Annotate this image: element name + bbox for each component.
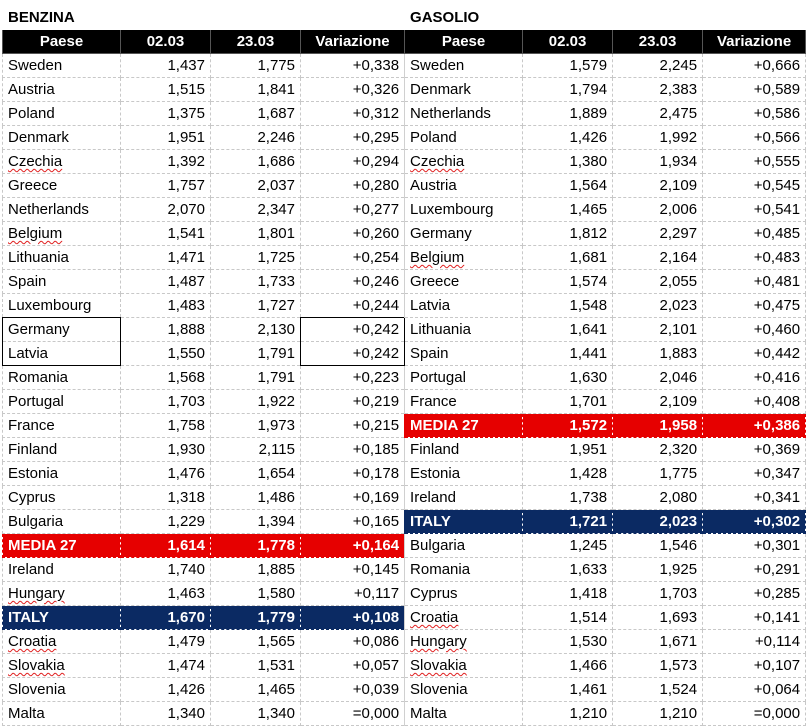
- benzina-price-2303-cell: 1,791: [211, 366, 301, 390]
- benzina-variation-cell: +0,219: [301, 390, 405, 414]
- gasolio-country-cell: Greece: [405, 270, 523, 294]
- benzina-variation-cell: +0,117: [301, 582, 405, 606]
- gasolio-price-0203-cell: 1,641: [523, 318, 613, 342]
- benzina-price-0203-cell: 1,474: [121, 654, 211, 678]
- gasolio-variation-cell: +0,347: [703, 462, 806, 486]
- benzina-country-cell: Estonia: [3, 462, 121, 486]
- benzina-price-0203-cell: 1,318: [121, 486, 211, 510]
- gasolio-variation-cell: +0,369: [703, 438, 806, 462]
- benzina-variation-cell: +0,164: [301, 534, 405, 558]
- gasolio-variation-cell: +0,666: [703, 54, 806, 78]
- benzina-price-0203-cell: 1,550: [121, 342, 211, 366]
- benzina-country-cell: [3, 654, 121, 678]
- table-row: [3, 270, 806, 294]
- benzina-price-2303-cell: 1,733: [211, 270, 301, 294]
- benzina-variation-cell: +0,165: [301, 510, 405, 534]
- benzina-price-0203-cell: 1,930: [121, 438, 211, 462]
- gasolio-variation-cell: +0,460: [703, 318, 806, 342]
- benzina-variation-cell: +0,057: [301, 654, 405, 678]
- country-name: Slovakia: [410, 657, 467, 674]
- benzina-price-0203-cell: 1,340: [121, 702, 211, 726]
- gasolio-price-0203-cell: 1,889: [523, 102, 613, 126]
- benzina-country-cell: Romania: [3, 366, 121, 390]
- gasolio-country-cell: Finland: [405, 438, 523, 462]
- gasolio-price-0203-cell: 1,701: [523, 390, 613, 414]
- country-name: Czechia: [8, 153, 63, 170]
- header-variazione: Variazione: [703, 30, 806, 54]
- gasolio-price-2303-cell: 2,297: [613, 222, 703, 246]
- gasolio-price-0203-cell: 1,380: [523, 150, 613, 174]
- gasolio-price-0203-cell: 1,465: [523, 198, 613, 222]
- gasolio-country-cell: Austria: [405, 174, 523, 198]
- gasolio-price-0203-cell: 1,514: [523, 606, 613, 630]
- benzina-price-0203-cell: 1,614: [121, 534, 211, 558]
- gasolio-country-cell: Germany: [405, 222, 523, 246]
- benzina-price-0203-cell: 1,515: [121, 78, 211, 102]
- gasolio-country-cell: [405, 654, 523, 678]
- gasolio-price-0203-cell: 1,441: [523, 342, 613, 366]
- benzina-price-2303-cell: 1,531: [211, 654, 301, 678]
- gasolio-variation-cell: +0,416: [703, 366, 806, 390]
- gasolio-variation-cell: +0,064: [703, 678, 806, 702]
- benzina-variation-cell: +0,294: [301, 150, 405, 174]
- gasolio-price-2303-cell: 2,164: [613, 246, 703, 270]
- benzina-country-cell: France: [3, 414, 121, 438]
- header-date-1: 02.03: [523, 30, 613, 54]
- gasolio-price-0203-cell: 1,426: [523, 126, 613, 150]
- gasolio-price-0203-cell: 1,681: [523, 246, 613, 270]
- table-row: [3, 102, 806, 126]
- benzina-country-cell: Netherlands: [3, 198, 121, 222]
- benzina-price-0203-cell: 1,476: [121, 462, 211, 486]
- benzina-price-0203-cell: 1,670: [121, 606, 211, 630]
- gasolio-country-cell: Spain: [405, 342, 523, 366]
- gasolio-price-0203-cell: 1,812: [523, 222, 613, 246]
- gasolio-price-2303-cell: 1,573: [613, 654, 703, 678]
- gasolio-price-0203-cell: 1,738: [523, 486, 613, 510]
- benzina-variation-cell: +0,254: [301, 246, 405, 270]
- gasolio-country-cell: Sweden: [405, 54, 523, 78]
- gasolio-variation-cell: +0,114: [703, 630, 806, 654]
- benzina-price-2303-cell: 1,725: [211, 246, 301, 270]
- gasolio-price-0203-cell: 1,548: [523, 294, 613, 318]
- benzina-price-2303-cell: 1,775: [211, 54, 301, 78]
- gasolio-price-2303-cell: 1,210: [613, 702, 703, 726]
- benzina-country-cell: MEDIA 27: [3, 534, 121, 558]
- table-row: [3, 534, 806, 558]
- gasolio-price-0203-cell: 1,572: [523, 414, 613, 438]
- gasolio-price-2303-cell: 1,992: [613, 126, 703, 150]
- benzina-country-cell: Bulgaria: [3, 510, 121, 534]
- country-name: Belgium: [8, 225, 63, 242]
- country-name: Croatia: [410, 609, 459, 626]
- header-variazione: Variazione: [301, 30, 405, 54]
- gasolio-country-cell: Ireland: [405, 486, 523, 510]
- table-row: [3, 462, 806, 486]
- table-row: [3, 678, 806, 702]
- gasolio-price-2303-cell: 1,546: [613, 534, 703, 558]
- table-row: [3, 366, 806, 390]
- gasolio-country-cell: ITALY: [405, 510, 523, 534]
- gasolio-country-cell: Lithuania: [405, 318, 523, 342]
- gasolio-variation-cell: +0,442: [703, 342, 806, 366]
- table-row: [3, 222, 806, 246]
- benzina-price-0203-cell: 1,568: [121, 366, 211, 390]
- benzina-variation-cell: +0,295: [301, 126, 405, 150]
- gasolio-price-0203-cell: 1,245: [523, 534, 613, 558]
- benzina-price-0203-cell: 1,479: [121, 630, 211, 654]
- header-paese: Paese: [405, 30, 523, 54]
- table-row: [3, 486, 806, 510]
- benzina-country-cell: Luxembourg: [3, 294, 121, 318]
- gasolio-price-0203-cell: 1,466: [523, 654, 613, 678]
- gasolio-price-2303-cell: 2,383: [613, 78, 703, 102]
- table-row: [3, 342, 806, 366]
- benzina-price-2303-cell: 1,922: [211, 390, 301, 414]
- gasolio-price-2303-cell: 2,101: [613, 318, 703, 342]
- gasolio-price-2303-cell: 1,693: [613, 606, 703, 630]
- gasolio-variation-cell: +0,386: [703, 414, 806, 438]
- gasolio-price-2303-cell: 2,046: [613, 366, 703, 390]
- benzina-price-0203-cell: 1,951: [121, 126, 211, 150]
- table-row: [3, 438, 806, 462]
- table-row: [3, 582, 806, 606]
- gasolio-variation-cell: +0,586: [703, 102, 806, 126]
- gasolio-price-2303-cell: 2,109: [613, 390, 703, 414]
- gasolio-variation-cell: +0,291: [703, 558, 806, 582]
- gasolio-variation-cell: +0,481: [703, 270, 806, 294]
- gasolio-price-0203-cell: 1,564: [523, 174, 613, 198]
- gasolio-variation-cell: +0,408: [703, 390, 806, 414]
- gasolio-variation-cell: +0,285: [703, 582, 806, 606]
- benzina-price-0203-cell: 1,375: [121, 102, 211, 126]
- benzina-price-2303-cell: 1,687: [211, 102, 301, 126]
- benzina-variation-cell: +0,086: [301, 630, 405, 654]
- gasolio-price-2303-cell: 2,055: [613, 270, 703, 294]
- benzina-variation-cell: +0,280: [301, 174, 405, 198]
- benzina-price-0203-cell: 1,437: [121, 54, 211, 78]
- benzina-country-cell: Denmark: [3, 126, 121, 150]
- header-date-2: 23.03: [211, 30, 301, 54]
- gasolio-price-2303-cell: 2,080: [613, 486, 703, 510]
- gasolio-price-2303-cell: 1,524: [613, 678, 703, 702]
- benzina-price-2303-cell: 1,340: [211, 702, 301, 726]
- benzina-price-2303-cell: 1,973: [211, 414, 301, 438]
- section-title-row: [3, 6, 806, 30]
- benzina-country-cell: Malta: [3, 702, 121, 726]
- header-paese: Paese: [3, 30, 121, 54]
- table-row: [3, 318, 806, 342]
- gasolio-country-cell: Slovenia: [405, 678, 523, 702]
- benzina-price-2303-cell: 1,885: [211, 558, 301, 582]
- table-row: [3, 78, 806, 102]
- benzina-price-0203-cell: 1,703: [121, 390, 211, 414]
- gasolio-country-cell: [405, 246, 523, 270]
- benzina-price-0203-cell: 1,888: [121, 318, 211, 342]
- benzina-price-0203-cell: 1,740: [121, 558, 211, 582]
- gasolio-country-cell: Luxembourg: [405, 198, 523, 222]
- header-row: [3, 30, 806, 54]
- benzina-price-2303-cell: 1,779: [211, 606, 301, 630]
- benzina-country-cell: [3, 582, 121, 606]
- table-row: [3, 294, 806, 318]
- gasolio-country-cell: Romania: [405, 558, 523, 582]
- gasolio-price-2303-cell: 2,023: [613, 510, 703, 534]
- gasolio-variation-cell: +0,541: [703, 198, 806, 222]
- benzina-country-cell: Spain: [3, 270, 121, 294]
- gasolio-country-cell: Cyprus: [405, 582, 523, 606]
- gasolio-price-0203-cell: 1,428: [523, 462, 613, 486]
- country-name: Belgium: [410, 249, 465, 266]
- gasolio-price-0203-cell: 1,530: [523, 630, 613, 654]
- benzina-variation-cell: +0,242: [301, 342, 405, 366]
- gasolio-country-cell: [405, 606, 523, 630]
- gasolio-price-0203-cell: 1,210: [523, 702, 613, 726]
- benzina-country-cell: Finland: [3, 438, 121, 462]
- benzina-variation-cell: +0,246: [301, 270, 405, 294]
- gasolio-price-2303-cell: 1,925: [613, 558, 703, 582]
- gasolio-price-0203-cell: 1,418: [523, 582, 613, 606]
- gasolio-country-cell: Netherlands: [405, 102, 523, 126]
- gasolio-price-2303-cell: 1,671: [613, 630, 703, 654]
- benzina-variation-cell: +0,223: [301, 366, 405, 390]
- benzina-price-2303-cell: 2,115: [211, 438, 301, 462]
- benzina-price-0203-cell: 2,070: [121, 198, 211, 222]
- gasolio-price-0203-cell: 1,630: [523, 366, 613, 390]
- benzina-variation-cell: +0,039: [301, 678, 405, 702]
- table-row: [3, 654, 806, 678]
- benzina-price-0203-cell: 1,757: [121, 174, 211, 198]
- benzina-variation-cell: +0,260: [301, 222, 405, 246]
- gasolio-price-2303-cell: 2,006: [613, 198, 703, 222]
- gasolio-price-2303-cell: 1,934: [613, 150, 703, 174]
- table-row: [3, 246, 806, 270]
- benzina-title: BENZINA: [3, 6, 405, 30]
- benzina-price-0203-cell: 1,229: [121, 510, 211, 534]
- benzina-country-cell: Slovenia: [3, 678, 121, 702]
- gasolio-price-0203-cell: 1,794: [523, 78, 613, 102]
- gasolio-variation-cell: +0,589: [703, 78, 806, 102]
- country-name: Croatia: [8, 633, 57, 650]
- benzina-price-2303-cell: 2,130: [211, 318, 301, 342]
- country-name: Hungary: [8, 585, 65, 602]
- benzina-price-2303-cell: 1,580: [211, 582, 301, 606]
- benzina-price-2303-cell: 1,727: [211, 294, 301, 318]
- gasolio-country-cell: [405, 630, 523, 654]
- gasolio-price-2303-cell: 1,883: [613, 342, 703, 366]
- benzina-price-0203-cell: 1,487: [121, 270, 211, 294]
- gasolio-price-0203-cell: 1,633: [523, 558, 613, 582]
- gasolio-price-2303-cell: 2,320: [613, 438, 703, 462]
- gasolio-country-cell: MEDIA 27: [405, 414, 523, 438]
- country-name: Czechia: [410, 153, 465, 170]
- benzina-country-cell: Ireland: [3, 558, 121, 582]
- gasolio-country-cell: Malta: [405, 702, 523, 726]
- gasolio-variation-cell: +0,483: [703, 246, 806, 270]
- table-row: [3, 126, 806, 150]
- benzina-country-cell: [3, 222, 121, 246]
- benzina-country-cell: Latvia: [3, 342, 121, 366]
- table-row: [3, 630, 806, 654]
- gasolio-title: GASOLIO: [405, 6, 806, 30]
- benzina-price-2303-cell: 1,841: [211, 78, 301, 102]
- benzina-price-2303-cell: 2,037: [211, 174, 301, 198]
- benzina-price-2303-cell: 1,394: [211, 510, 301, 534]
- gasolio-variation-cell: +0,141: [703, 606, 806, 630]
- gasolio-price-0203-cell: 1,574: [523, 270, 613, 294]
- gasolio-price-2303-cell: 2,475: [613, 102, 703, 126]
- gasolio-price-2303-cell: 2,023: [613, 294, 703, 318]
- table-row: [3, 150, 806, 174]
- table-row: [3, 510, 806, 534]
- gasolio-price-2303-cell: 1,958: [613, 414, 703, 438]
- benzina-country-cell: [3, 630, 121, 654]
- benzina-price-2303-cell: 1,654: [211, 462, 301, 486]
- header-date-2: 23.03: [613, 30, 703, 54]
- benzina-variation-cell: +0,185: [301, 438, 405, 462]
- benzina-variation-cell: +0,277: [301, 198, 405, 222]
- gasolio-country-cell: Bulgaria: [405, 534, 523, 558]
- benzina-price-0203-cell: 1,483: [121, 294, 211, 318]
- benzina-variation-cell: +0,108: [301, 606, 405, 630]
- benzina-country-cell: Cyprus: [3, 486, 121, 510]
- gasolio-price-0203-cell: 1,461: [523, 678, 613, 702]
- benzina-variation-cell: +0,242: [301, 318, 405, 342]
- gasolio-price-2303-cell: 1,775: [613, 462, 703, 486]
- table-row: [3, 606, 806, 630]
- gasolio-variation-cell: +0,301: [703, 534, 806, 558]
- table-row: [3, 174, 806, 198]
- fuel-price-table: [2, 5, 806, 726]
- gasolio-variation-cell: +0,555: [703, 150, 806, 174]
- gasolio-country-cell: [405, 150, 523, 174]
- benzina-country-cell: Sweden: [3, 54, 121, 78]
- gasolio-price-0203-cell: 1,721: [523, 510, 613, 534]
- country-name: Slovakia: [8, 657, 65, 674]
- benzina-price-2303-cell: 1,686: [211, 150, 301, 174]
- gasolio-variation-cell: +0,302: [703, 510, 806, 534]
- gasolio-country-cell: Latvia: [405, 294, 523, 318]
- table-row: [3, 198, 806, 222]
- benzina-price-0203-cell: 1,758: [121, 414, 211, 438]
- benzina-price-2303-cell: 1,778: [211, 534, 301, 558]
- benzina-price-2303-cell: 1,465: [211, 678, 301, 702]
- gasolio-variation-cell: +0,545: [703, 174, 806, 198]
- benzina-variation-cell: +0,312: [301, 102, 405, 126]
- header-date-1: 02.03: [121, 30, 211, 54]
- benzina-price-2303-cell: 2,246: [211, 126, 301, 150]
- benzina-variation-cell: +0,178: [301, 462, 405, 486]
- benzina-variation-cell: +0,215: [301, 414, 405, 438]
- benzina-variation-cell: +0,244: [301, 294, 405, 318]
- benzina-price-0203-cell: 1,392: [121, 150, 211, 174]
- gasolio-variation-cell: +0,475: [703, 294, 806, 318]
- benzina-country-cell: Austria: [3, 78, 121, 102]
- country-name: Hungary: [410, 633, 467, 650]
- benzina-price-0203-cell: 1,426: [121, 678, 211, 702]
- table-row: [3, 390, 806, 414]
- benzina-country-cell: ITALY: [3, 606, 121, 630]
- benzina-variation-cell: +0,145: [301, 558, 405, 582]
- benzina-price-2303-cell: 1,801: [211, 222, 301, 246]
- table-row: [3, 702, 806, 726]
- gasolio-price-2303-cell: 2,109: [613, 174, 703, 198]
- gasolio-price-2303-cell: 1,703: [613, 582, 703, 606]
- table-row: [3, 414, 806, 438]
- gasolio-country-cell: Denmark: [405, 78, 523, 102]
- benzina-price-2303-cell: 1,791: [211, 342, 301, 366]
- benzina-price-2303-cell: 1,486: [211, 486, 301, 510]
- benzina-price-2303-cell: 1,565: [211, 630, 301, 654]
- gasolio-country-cell: Poland: [405, 126, 523, 150]
- benzina-price-2303-cell: 2,347: [211, 198, 301, 222]
- benzina-variation-cell: =0,000: [301, 702, 405, 726]
- gasolio-variation-cell: +0,566: [703, 126, 806, 150]
- benzina-price-0203-cell: 1,541: [121, 222, 211, 246]
- benzina-country-cell: Greece: [3, 174, 121, 198]
- gasolio-country-cell: France: [405, 390, 523, 414]
- gasolio-country-cell: Portugal: [405, 366, 523, 390]
- gasolio-variation-cell: +0,107: [703, 654, 806, 678]
- benzina-variation-cell: +0,338: [301, 54, 405, 78]
- gasolio-variation-cell: +0,341: [703, 486, 806, 510]
- gasolio-variation-cell: +0,485: [703, 222, 806, 246]
- benzina-country-cell: [3, 150, 121, 174]
- gasolio-price-2303-cell: 2,245: [613, 54, 703, 78]
- table-row: [3, 54, 806, 78]
- benzina-country-cell: Lithuania: [3, 246, 121, 270]
- gasolio-variation-cell: =0,000: [703, 702, 806, 726]
- gasolio-price-0203-cell: 1,951: [523, 438, 613, 462]
- benzina-country-cell: Poland: [3, 102, 121, 126]
- benzina-country-cell: Portugal: [3, 390, 121, 414]
- gasolio-country-cell: Estonia: [405, 462, 523, 486]
- benzina-price-0203-cell: 1,463: [121, 582, 211, 606]
- benzina-variation-cell: +0,326: [301, 78, 405, 102]
- benzina-variation-cell: +0,169: [301, 486, 405, 510]
- table-row: [3, 558, 806, 582]
- gasolio-price-0203-cell: 1,579: [523, 54, 613, 78]
- benzina-country-cell: Germany: [3, 318, 121, 342]
- benzina-price-0203-cell: 1,471: [121, 246, 211, 270]
